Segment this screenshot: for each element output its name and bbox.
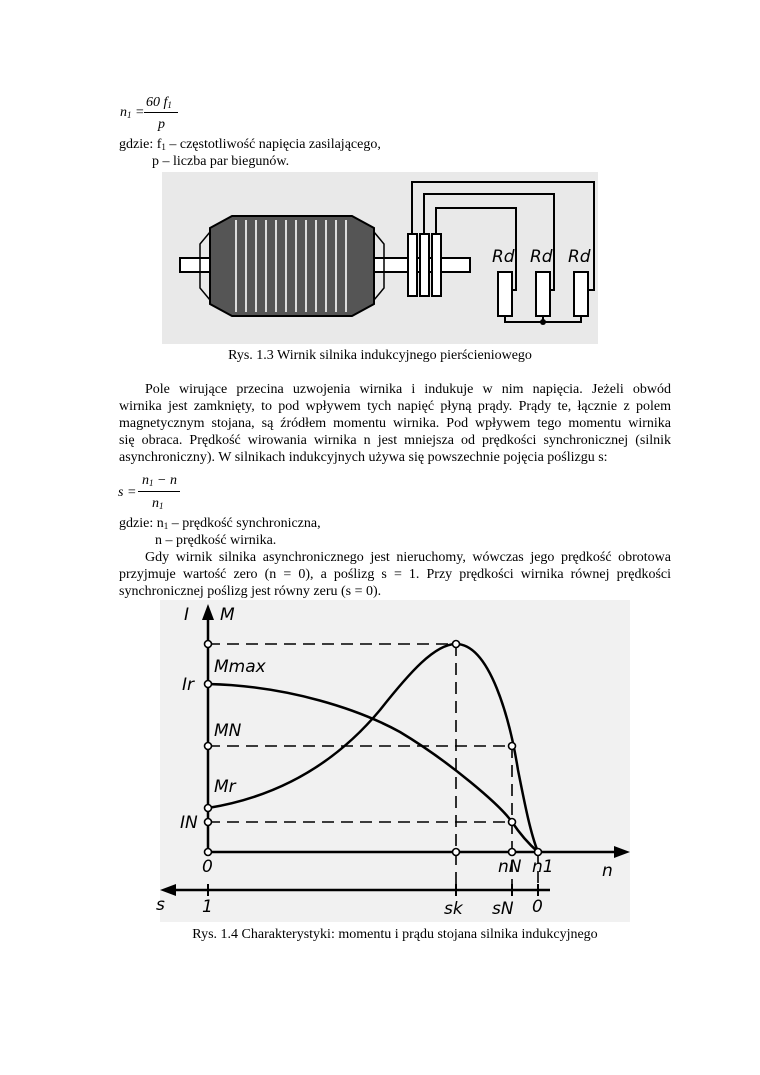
- paragraph2-line-1: Gdy wirnik silnika asynchronicznego jest nieruchomy, wówczas jego prędkość obrotowa: [145, 550, 671, 565]
- paragraph2-line-3: synchronicznej poślizg jest równy zeru (s = 0).: [119, 584, 382, 599]
- tick-n-synchronous: n1: [532, 857, 554, 877]
- label-i-r: Ir: [182, 675, 195, 695]
- definition-n: n – prędkość wirnika.: [155, 533, 277, 548]
- formula-slip-denominator: $n_1$: [152, 496, 164, 511]
- s-tick-nominal: sN: [492, 899, 514, 919]
- y-axis-label-i: I: [184, 605, 190, 625]
- paragraph-line-2: wirnika jest zamknięty, to pod wpływem tych napięć płyną prądy. Prądy te, łącznie z polem: [119, 399, 671, 414]
- paragraph-line-3: magnetycznym stojana, są źródłem momentu wirnika. Pod wpływem tego momentu wirnika: [119, 416, 671, 431]
- definition-n1: gdzie: $n_1$ – prędkość synchroniczna,: [119, 516, 321, 531]
- y-axis-label-m: M: [220, 605, 235, 625]
- figure-1-3-caption: Rys. 1.3 Wirnik silnika indukcyjnego pierścieniowego: [228, 348, 532, 363]
- fraction-bar: [144, 112, 178, 113]
- y-axis-arrow-icon: [202, 604, 214, 620]
- formula-slip-numerator: $n_1 - n$: [142, 473, 177, 488]
- paragraph-line-5: asynchroniczny). W silnikach indukcyjnych używa się powszechnie pojęcia poślizgu s:: [119, 450, 608, 465]
- figure-characteristics: [150, 600, 636, 924]
- paragraph-line-4: się obraca. Prędkość wirowania wirnika n jest mniejsza od prędkości synchronicznej (silnik: [119, 433, 671, 448]
- rotor-core: [210, 216, 374, 316]
- label-m-max: Mmax: [214, 657, 266, 677]
- current-curve: [208, 684, 538, 852]
- slip-rings: [408, 234, 441, 296]
- resistor-label-2: Rd: [530, 247, 553, 267]
- n-axis-arrow-icon: [614, 846, 630, 858]
- s-tick-zero: 0: [532, 897, 543, 917]
- paragraph-line-1: Pole wirujące przecina uzwojenia wirnika i indukuje w nim napięcia. Jeżeli obwód: [145, 382, 671, 397]
- label-m-n: MN: [214, 721, 242, 741]
- definition-f1: gdzie: $f_1$ – częstotliwość napięcia zasilającego,: [119, 137, 381, 152]
- paragraph2-line-2: przyjmuje wartość zero (n = 0), a poślizg s = 1. Przy prędkości wirnika równej prędkości: [119, 567, 671, 582]
- figure-rotor: [162, 172, 598, 344]
- formula-n1: $n_1$ =: [120, 105, 145, 120]
- s-tick-one: 1: [202, 897, 213, 917]
- tick-n-nominal: nN: [498, 857, 522, 877]
- label-m-r: Mr: [214, 777, 236, 797]
- formula-n1-denominator: p: [158, 117, 165, 132]
- rheostats: [498, 272, 588, 316]
- formula-n1-numerator: 60 $f_1$: [146, 95, 172, 110]
- definition-p: p – liczba par biegunów.: [152, 154, 290, 169]
- fraction-bar: [138, 491, 180, 492]
- star-point: [540, 319, 546, 325]
- label-origin-zero: 0: [202, 857, 213, 877]
- label-i-n: IN: [180, 813, 198, 833]
- s-tick-critical: sk: [444, 899, 463, 919]
- n-axis-label: n: [602, 861, 613, 881]
- resistor-label-3: Rd: [568, 247, 591, 267]
- resistor-label-1: Rd: [492, 247, 515, 267]
- s-axis-label: s: [156, 895, 165, 915]
- formula-slip-lhs: s =: [118, 485, 137, 500]
- figure-1-4-caption: Rys. 1.4 Charakterystyki: momentu i prądu stojana silnika indukcyjnego: [192, 927, 598, 942]
